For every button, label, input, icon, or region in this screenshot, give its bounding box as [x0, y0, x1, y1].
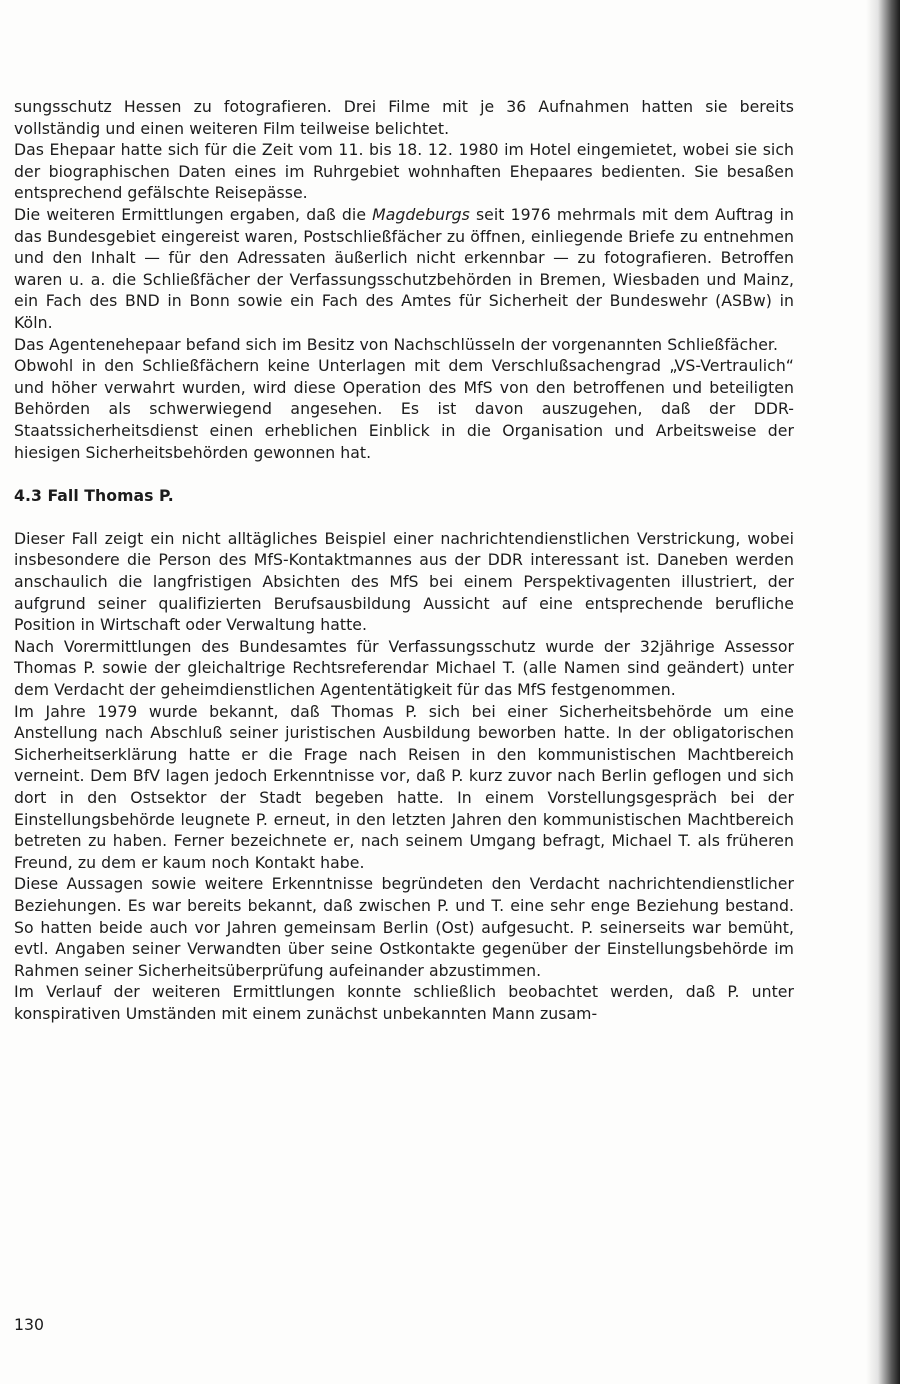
paragraph: Dieser Fall zeigt ein nicht alltägliches Beispiel einer nachrichtendienstlichen Verstrickung, wobei insbesondere die Person des MfS-Kontaktmannes aus der DDR interessant ist. Daneben werden anschaulich die langfristigen Absichten des MfS bei einem Perspektivagenten illustriert, der aufgrund seiner qualifizierten Berufsausbildung Aussicht auf eine entsprechende berufliche Position in Wirtschaft oder Verwaltung hatte. — [14, 528, 794, 635]
italic-name: Magdeburgs — [372, 204, 470, 224]
paragraph: Im Verlauf der weiteren Ermittlungen konnte schließlich beobachtet werden, daß P. unter konspirativen Umständen mit einem zunächst unbekannten Mann zusam- — [14, 982, 794, 1023]
book-binding-shadow — [866, 0, 900, 1384]
page-number: 130 — [14, 1315, 44, 1334]
paragraph-text: seit 1976 mehrmals mit dem Auftrag in das Bundesgebiet eingereist waren, Postschließfächer zu öffnen, einliegende Briefe zu entnehmen und den Inhalt — für den Adressaten äußerlich nicht erkennbar — zu fotografieren. Betroffen waren u. a. die Schließfächer der Verfassungsschutzbehörden in Bremen, Wiesbaden und Mainz, ein Fach des BND in Bonn sowie ein Fach des Amtes für Sicherheit der Bundeswehr (ASBw) in Köln. — [14, 204, 794, 332]
paragraph: sungsschutz Hessen zu fotografieren. Drei Filme mit je 36 Aufnahmen hatten sie bereits vollständig und einen weiteren Film teilweise belichtet. — [14, 97, 794, 138]
paragraph: Diese Aussagen sowie weitere Erkenntnisse begründeten den Verdacht nachrichtendienstlicher Beziehungen. Es war bereits bekannt, daß zwischen P. und T. eine sehr enge Beziehung bestand. So hatten beide auch vor Jahren gemeinsam Berlin (Ost) aufgesucht. P. seinerseits war bemüht, evtl. Angaben seiner Verwandten über seine Ostkontakte gegenüber der Einstellungsbehörde im Rahmen seiner Sicherheitsüberprüfung aufeinander abzustimmen. — [14, 874, 794, 980]
paragraph: Im Jahre 1979 wurde bekannt, daß Thomas P. sich bei einer Sicherheitsbehörde um eine Anstellung nach Abschluß seiner juristischen Ausbildung beworben hatte. In der obligatorischen Sicherheitserklärung hatte er die Frage nach Reisen in den kommunistischen Machtbereich verneint. Dem BfV lagen jedoch Erkenntnisse vor, daß P. kurz zuvor nach Berlin geflogen und sich dort in den Ostsektor der Stadt begeben hatte. In einem Vorstellungsgespräch bei der Einstellungsbehörde leugnete P. erneut, in den letzten Jahren den kommunistischen Machtbereich betreten zu haben. Ferner bezeichnete er, nach seinem Umgang befragt, Michael T. als früheren Freund, zu dem er kaum noch Kontakt habe. — [14, 701, 794, 872]
paragraph: Das Ehepaar hatte sich für die Zeit vom 11. bis 18. 12. 1980 im Hotel eingemietet, wobei sie sich der biographischen Daten eines im Ruhrgebiet wohnhaften Ehepaares bedienten. Sie besaßen entsprechend gefälschte Reisepässe. — [14, 140, 794, 203]
paragraph: Obwohl in den Schließfächern keine Unterlagen mit dem Verschlußsachengrad „VS-Vertraulich“ und höher verwahrt wurden, wird diese Operation des MfS von den betroffenen und beteiligten Behörden als schwerwiegend angesehen. Es ist davon auszugehen, daß der DDR-Staatssicherheitsdienst einen erheblichen Einblick in die Organisation und Arbeitsweise der hiesigen Sicherheitsbehörden gewonnen hat. — [14, 356, 794, 462]
paragraph: Nach Vorermittlungen des Bundesamtes für Verfassungsschutz wurde der 32jährige Assessor Thomas P. sowie der gleichaltrige Rechtsreferendar Michael T. (alle Namen sind geändert) unter dem Verdacht der geheimdienstlichen Agententätigkeit für das MfS festgenommen. — [14, 636, 794, 700]
body-text — [14, 96, 794, 1025]
paragraph-text: Die weiteren Ermittlungen ergaben, daß die — [14, 204, 373, 224]
paragraph — [14, 204, 794, 334]
section-heading: 4.3 Fall Thomas P. — [14, 485, 174, 505]
paragraph: Das Agentenehepaar befand sich im Besitz von Nachschlüsseln der vorgenannten Schließfächer. — [14, 334, 779, 354]
